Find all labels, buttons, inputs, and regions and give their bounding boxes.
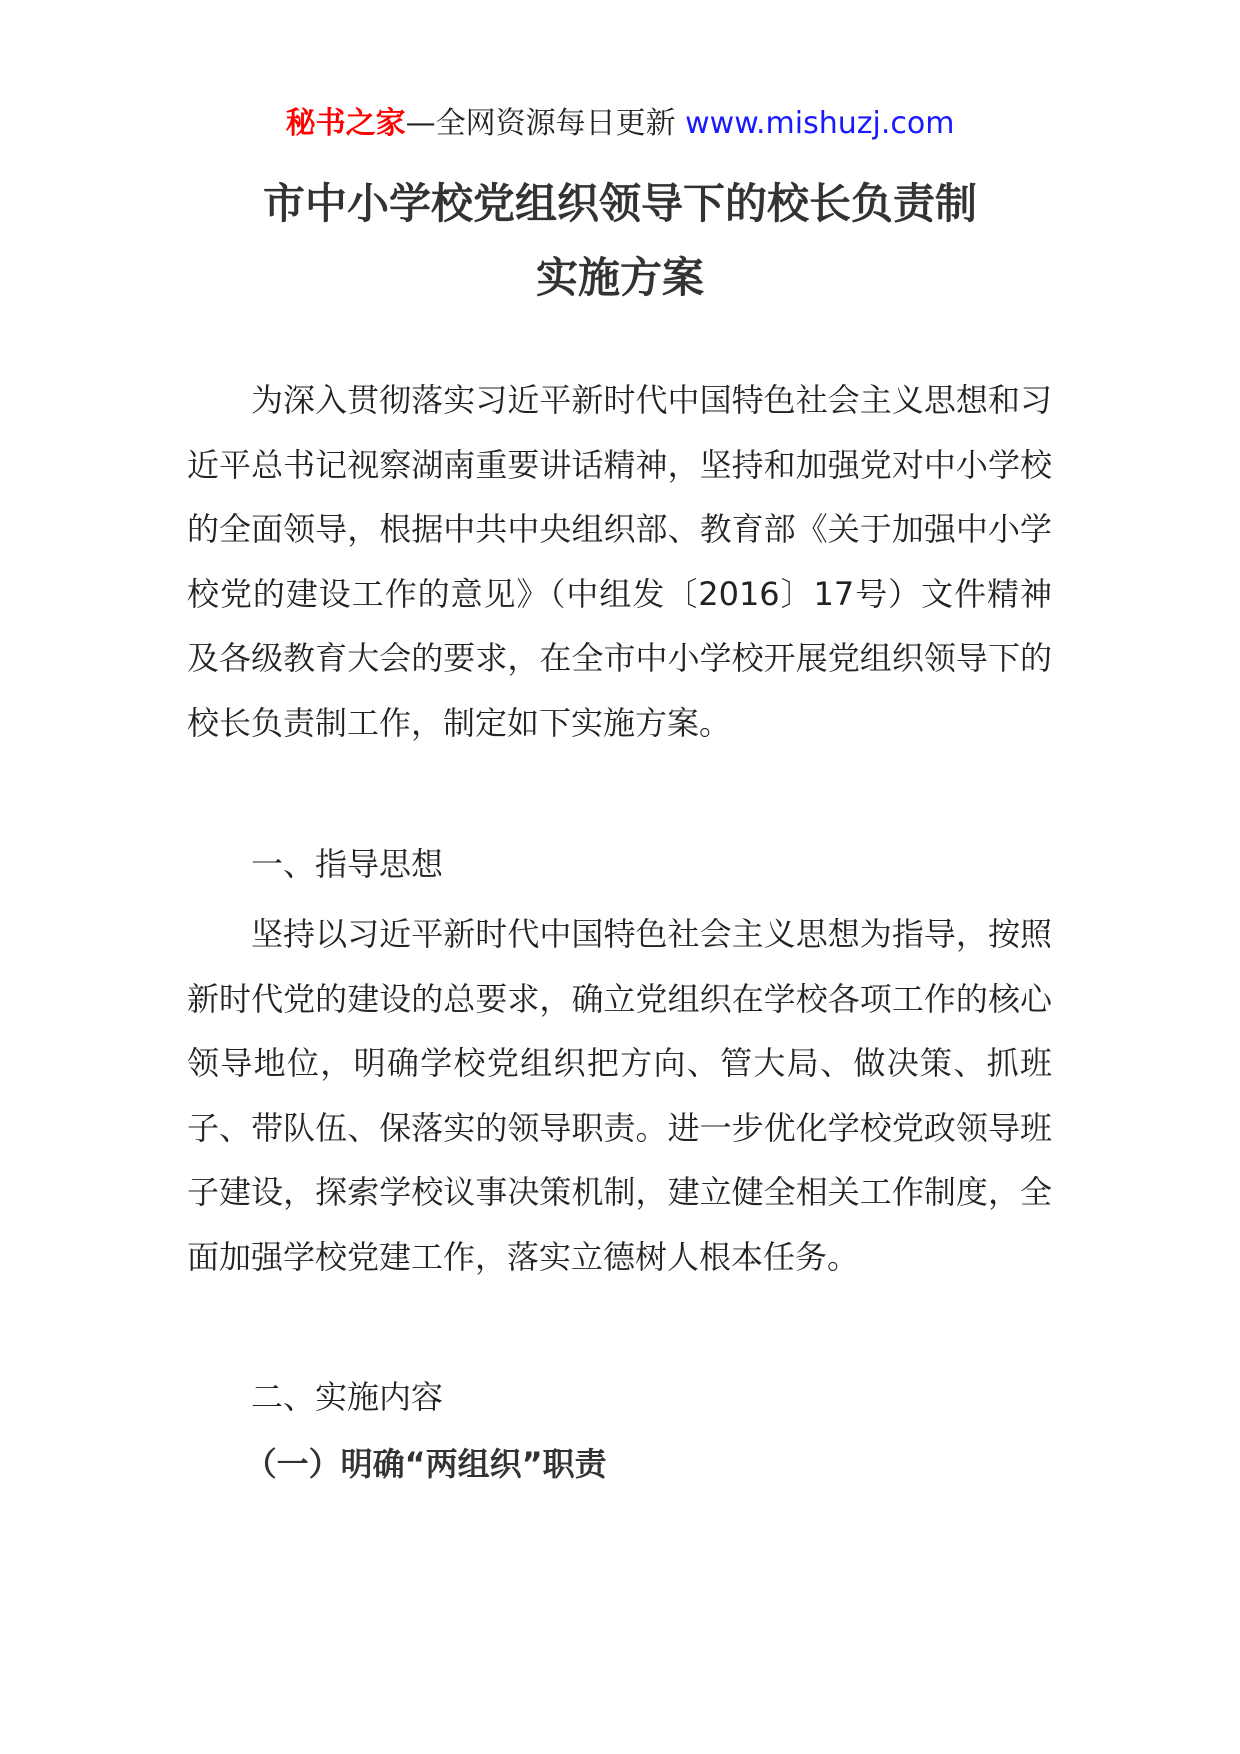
intro-paragraph-block [187, 368, 1052, 755]
section-1-paragraph-block [187, 902, 1052, 1289]
site-brand: 秘书之家 [285, 106, 406, 141]
section-1-paragraph: 坚持以习近平新时代中国特色社会主义思想为指导，按照新时代党的建设的总要求，确立党组织在学校各项工作的核心领导地位，明确学校党组织把方向、管大局、做决策、抓班子、带队伍、保落实的领导职责。进一步优化学校党政领导班子建设，探索学校议事决策机制，建立健全相关工作制度，全面加强学校党建工作，落实立德树人根本任务。 [187, 915, 1052, 1276]
section-1-heading: 一、指导思想 [251, 845, 444, 883]
intro-paragraph: 为深入贯彻落实习近平新时代中国特色社会主义思想和习近平总书记视察湖南重要讲话精神，坚持和加强党对中小学校的全面领导，根据中共中央组织部、教育部《关于加强中小学校党的建设工作的意见》（中组发〔2016〕17号）文件精神及各级教育大会的要求，在全市中小学校开展党组织领导下的校长负责制工作，制定如下实施方案。 [187, 381, 1052, 742]
section-1-heading-block [187, 832, 1052, 897]
section-2-heading: 二、实施内容 [251, 1378, 444, 1416]
site-tagline: —全网资源每日更新 [405, 106, 686, 141]
document-title-line-2: 实施方案 [535, 253, 704, 302]
section-2-heading-block [187, 1365, 1052, 1430]
document-title-line-1: 市中小学校党组织领导下的校长负责制 [262, 179, 977, 228]
site-header [0, 104, 1240, 144]
site-url-link[interactable]: www.mishuzj.com [685, 106, 955, 141]
subsection-1-heading: （一）明确“两组织”职责 [244, 1445, 607, 1483]
subsection-1-heading-block [187, 1432, 1052, 1497]
